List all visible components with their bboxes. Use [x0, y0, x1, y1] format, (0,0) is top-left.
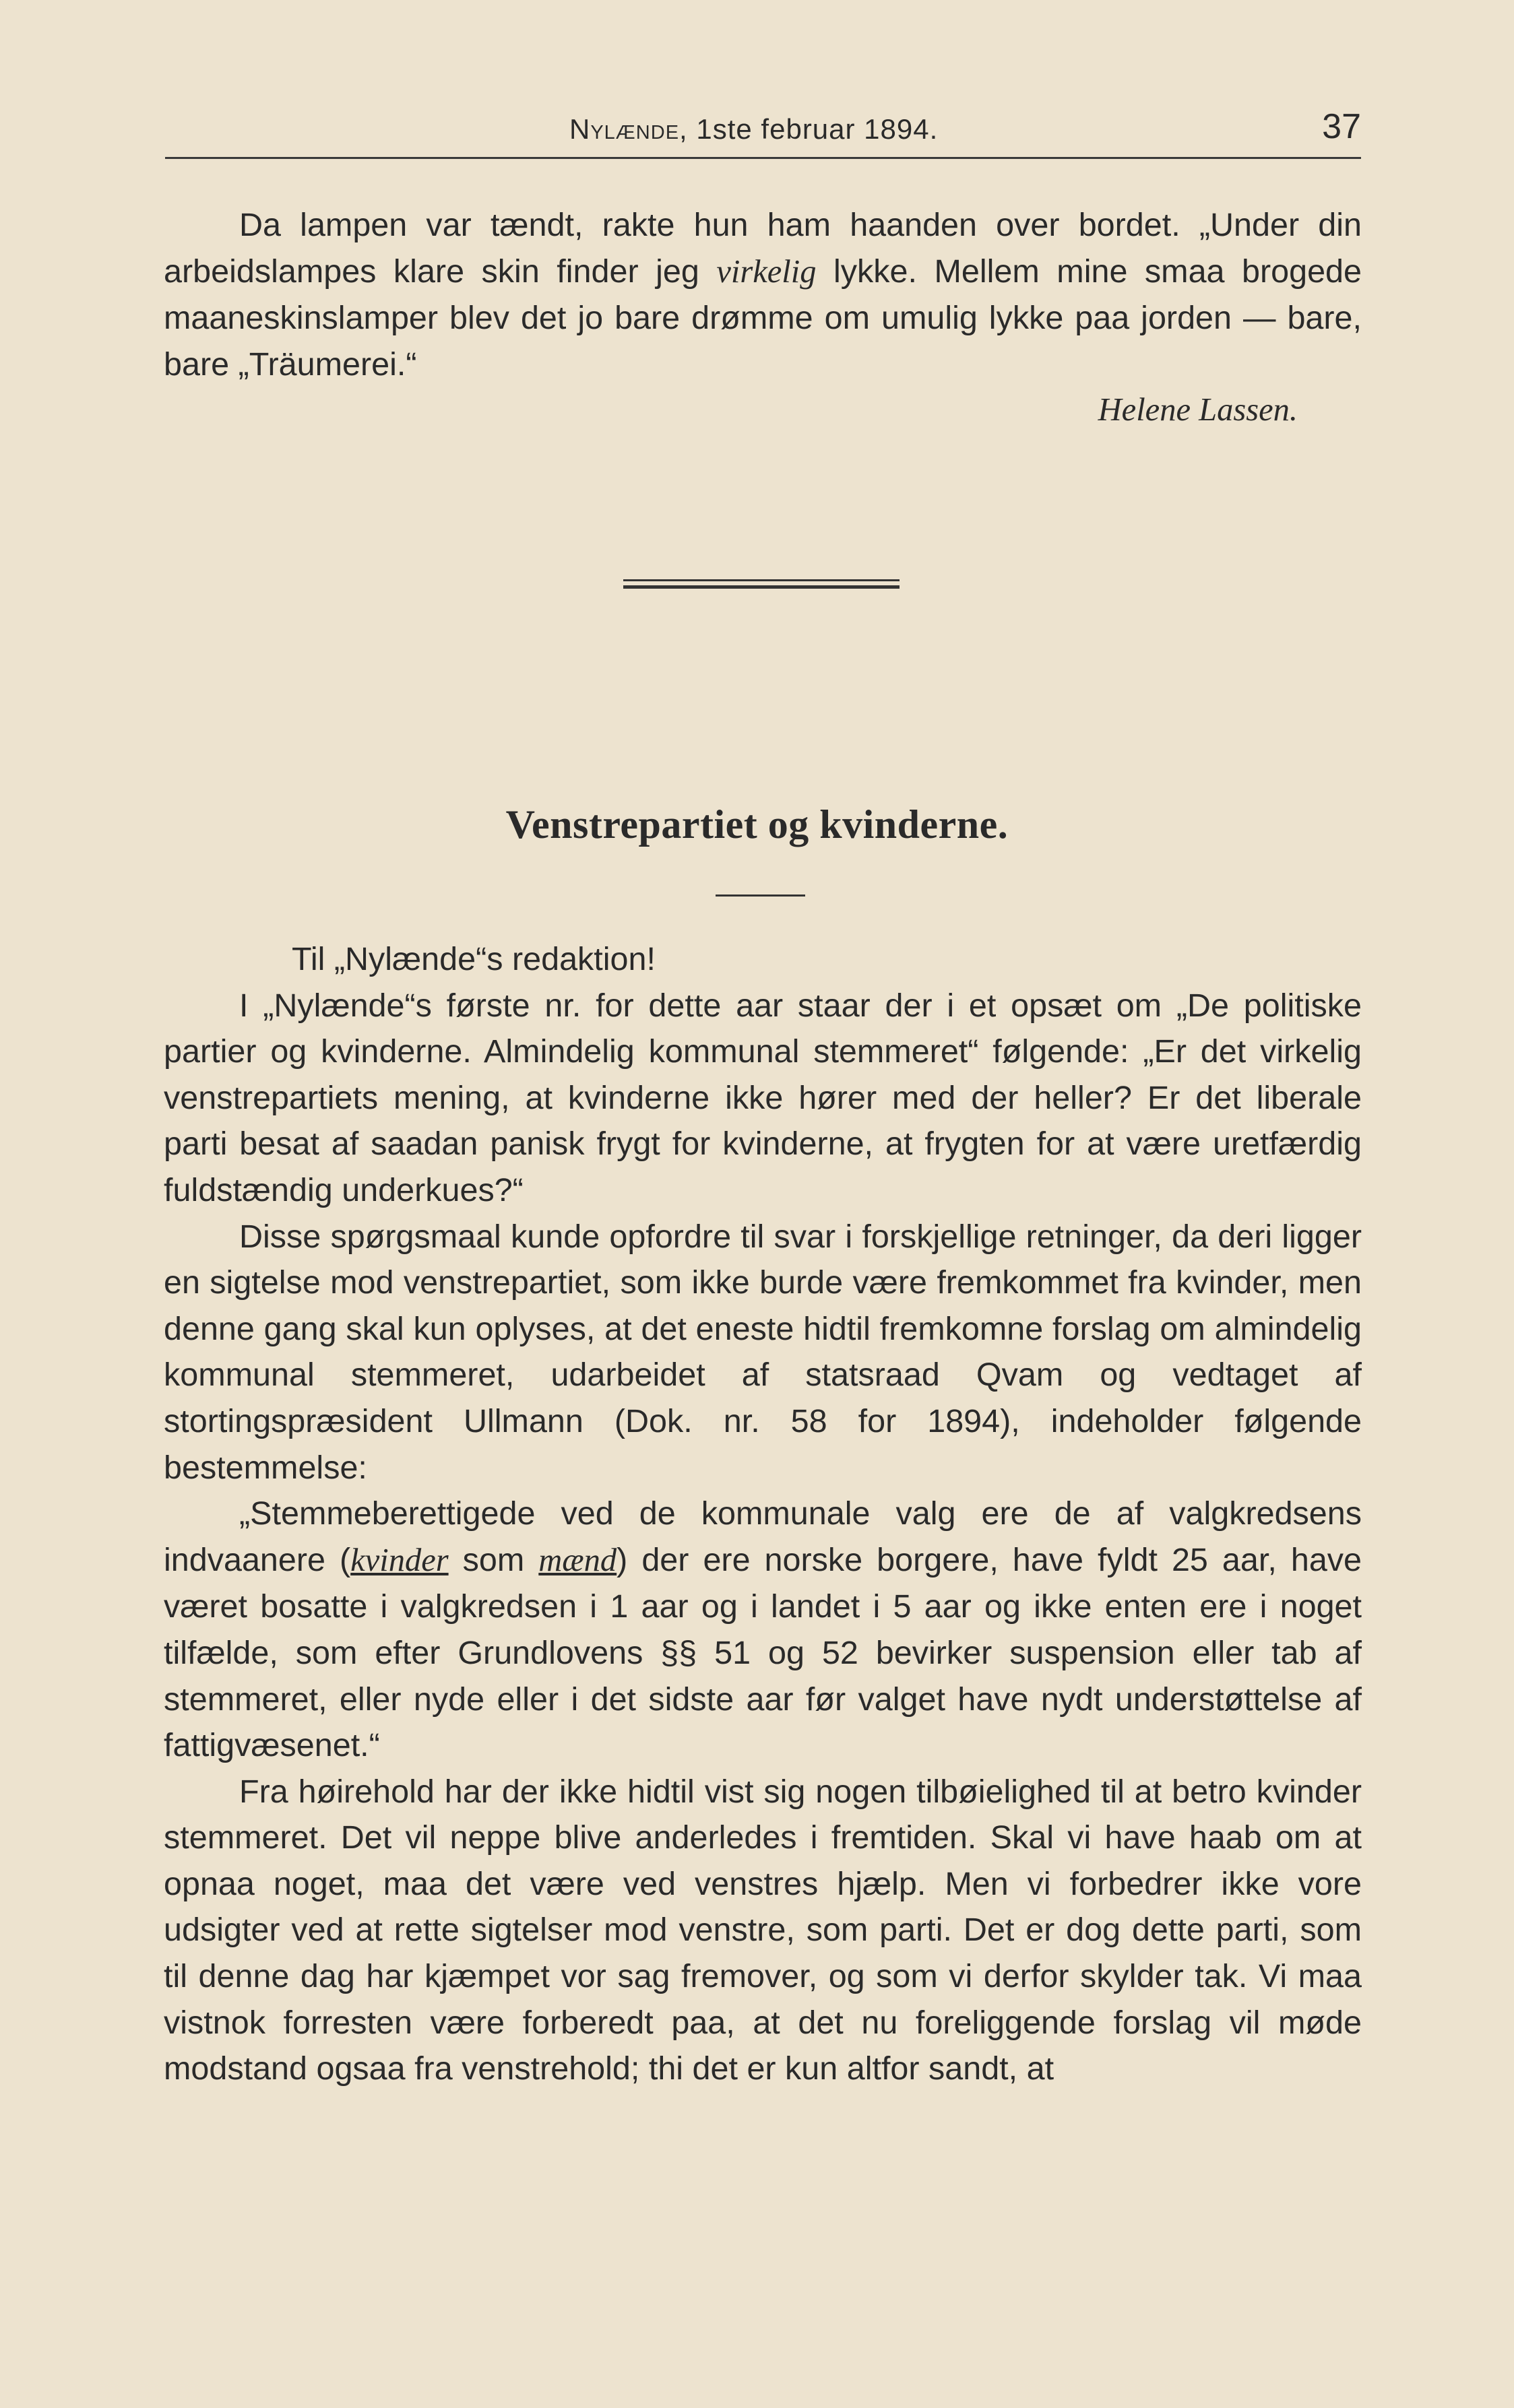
section-divider: [623, 579, 900, 589]
article-title: Venstrepartiet og kvinderne.: [505, 802, 1009, 847]
article-body: [164, 936, 1362, 2092]
intro-section: [164, 202, 1362, 434]
page-number: 37: [1322, 107, 1361, 146]
title-rule: [716, 894, 805, 897]
paragraph-3-quote: „Stemmeberettigede ved de kommunale valg ere de af valgkredsens indvaanere (kvinder som mænd) der ere norske borgere, have fyldt 25 aar, have været bosatte i valgkredsen i 1 aar og i landet i 5 aar og ikke enten ere i noget tilfælde, som efter Grundlovens §§ 51 og 52 bevirker suspension eller tab af stemmeret, eller nyde eller i det sidste aar før valget have nydt understøttelse af fattigvæsenet.“: [164, 1495, 1362, 1764]
header-title: [569, 113, 938, 145]
emphasis-kvinder: kvinder: [350, 1542, 449, 1578]
issue-date: 1ste februar 1894.: [696, 113, 939, 145]
signature: Helene Lassen.: [1098, 392, 1298, 428]
paragraph-4: Fra høirehold har der ikke hidtil vist sig nogen tilbøielighed til at betro kvinder stemmeret. Det vil neppe blive anderledes i fremtiden. Skal vi have haab om at opnaa noget, maa det være ved venstres hjælp. Men vi forbedrer ikke vore udsigter ved at rette sigtelser mod venstre, som parti. Det er dog dette parti, som til denne dag har kjæmpet vor sag fremover, og som vi derfor skylder tak. Vi maa vistnok forresten være forberedt paa, at det nu foreliggende forslag vil møde modstand ogsaa fra venstrehold; thi det er kun altfor sandt, at: [164, 1773, 1362, 2087]
intro-paragraph: Da lampen var tændt, rakte hun ham haanden over bordet. „Under din arbeidslampes klare skin finder jeg virkelig lykke. Mellem mine smaa brogede maaneskinslamper blev det jo bare drømme om umulig lykke paa jorden — bare, bare „Träumerei.“: [164, 207, 1362, 383]
emphasis-virkelig: virkelig: [716, 253, 817, 290]
paragraph-1: I „Nylænde“s første nr. for dette aar staar der i et opsæt om „De politiske partier og kvinderne. Almindelig kommunal stemmeret“ følgende: „Er det virkelig venstrepartiets mening, at kvinderne ikke hører med der heller? Er det liberale parti besat af saadan panisk frygt for kvinderne, at frygten for at være uretfærdig fuldstændig underkues?“: [164, 987, 1362, 1208]
paragraph-2: Disse spørgsmaal kunde opfordre til svar i forskjellige retninger, da deri ligger en sigtelse mod venstrepartiet, som ikke burde være fremkommet fra kvinder, men denne gang skal kun oplyses, at det eneste hidtil fremkomne forslag om almindelig kommunal stemmeret, udarbeidet af statsraad Qvam og vedtaget af stortingspræsident Ullmann (Dok. nr. 58 for 1894), indeholder følgende bestemmelse:: [164, 1218, 1362, 1486]
salutation: Til „Nylænde“s redaktion!: [292, 941, 656, 977]
publication-name: Nylænde,: [569, 113, 688, 145]
header-rule: [165, 157, 1361, 159]
running-header: [165, 106, 1361, 160]
emphasis-maend: mænd: [538, 1542, 617, 1578]
